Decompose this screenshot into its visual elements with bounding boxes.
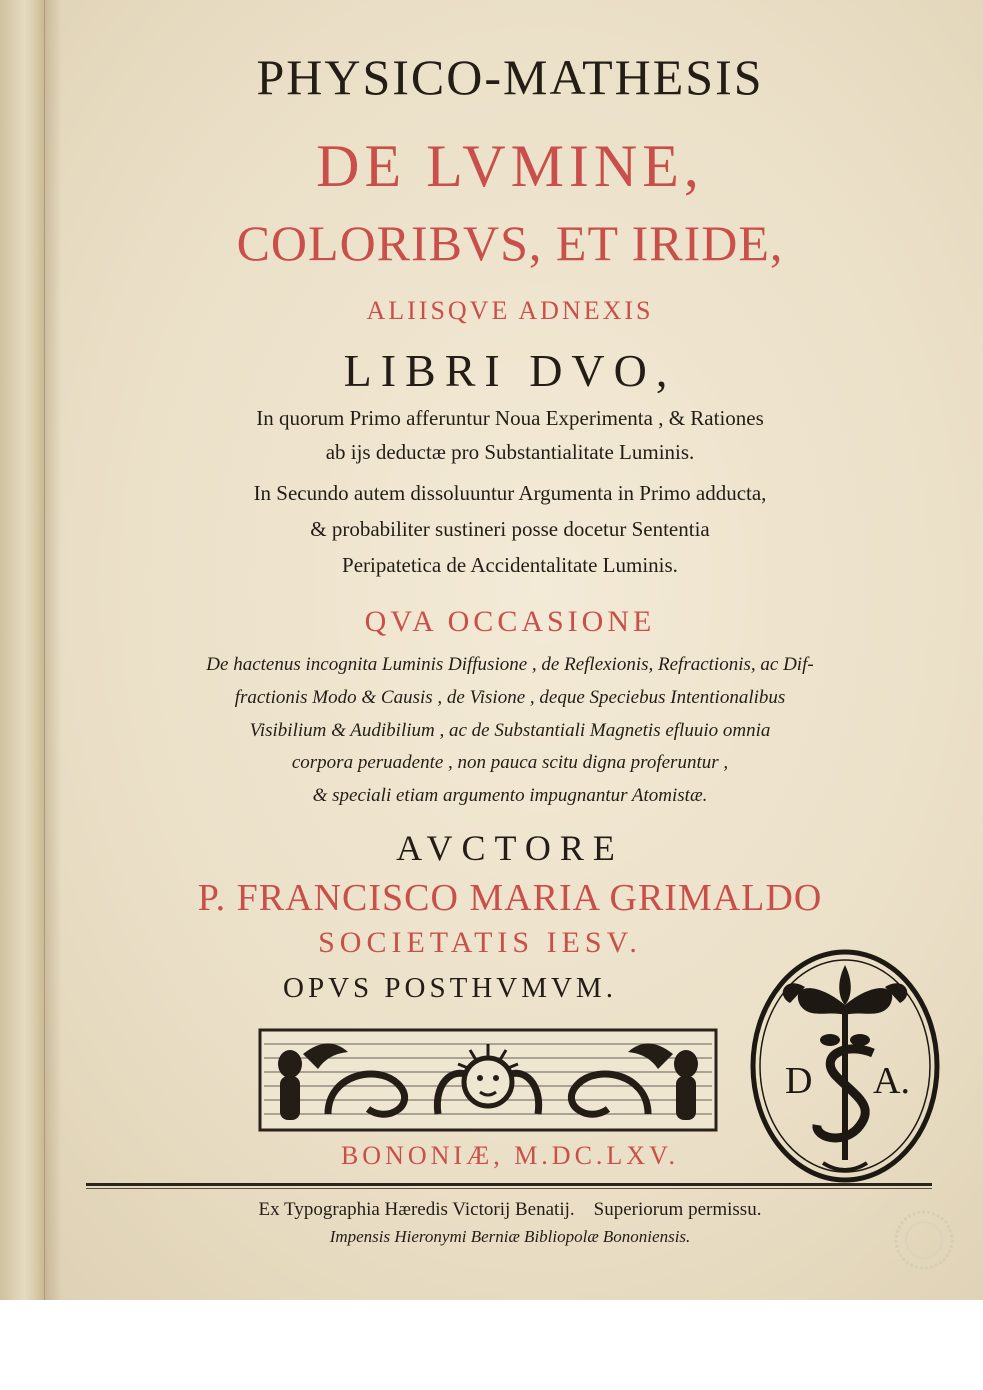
description-secundo-line-3: Peripatetica de Accidentalitate Luminis. xyxy=(342,553,678,577)
author-name: P. FRANCISCO MARIA GRIMALDO xyxy=(197,877,823,919)
woodcut-ornament xyxy=(258,1024,718,1136)
occasione-line-2: fractionis Modo & Causis , de Visione , deque Speciebus Intentionalibus xyxy=(234,687,786,708)
book-spine xyxy=(0,0,45,1300)
title-line-1: PHYSICO-MATHESIS xyxy=(256,49,764,105)
author-society: SOCIETATIS IESV. xyxy=(318,926,642,959)
description-primo-line-2: ab ijs deductæ pro Substantialitate Luminis. xyxy=(325,440,695,464)
occasione-line-4: corpora peruadente , non pauca scitu digna proferuntur , xyxy=(291,752,729,773)
description-secundo-line-2: & probabiliter sustineri posse docetur Sententia xyxy=(310,517,710,541)
imprint-rule xyxy=(86,1183,932,1186)
occasione-line-3: Visibilium & Audibilium , ac de Substantiali Magnetis efluuio omnia xyxy=(249,720,771,741)
imprint-printer: Ex Typographia Hæredis Victorij Benatij. Superiorum permissu. xyxy=(258,1199,762,1220)
occasione-line-1: De hactenus incognita Luminis Diffusione , de Reflexionis, Refractionis, ac Dif- xyxy=(206,654,814,675)
opus-posthumum: OPVS POSTHVMVM. xyxy=(283,972,617,1004)
library-stamp xyxy=(890,1206,958,1274)
description-secundo-line-1: In Secundo autem dissoluuntur Argumenta in Primo adducta, xyxy=(253,481,767,505)
title-line-4: ALIISQVE ADNEXIS xyxy=(366,296,654,325)
description-primo-line-1: In quorum Primo afferuntur Noua Experimenta , & Rationes xyxy=(256,406,764,430)
title-line-3: COLORIBVS, ET IRIDE, xyxy=(236,215,784,271)
imprint-publisher: Impensis Hieronymi Berniæ Bibliopolæ Bononiensis. xyxy=(329,1227,691,1246)
title-line-5: LIBRI DVO, xyxy=(343,345,677,396)
occasione-line-5: & speciali etiam argumento impugnantur Atomistæ. xyxy=(312,785,708,806)
title-line-2: DE LVMINE, xyxy=(316,133,704,199)
imprint-place-date: BONONIÆ, M.DC.LXV. xyxy=(340,1141,680,1170)
occasione-heading: QVA OCCASIONE xyxy=(364,605,656,638)
imprint-rule-thin xyxy=(86,1188,932,1189)
page-fold-shadow xyxy=(44,0,62,1300)
author-label: AVCTORE xyxy=(396,828,624,868)
stamp-letter-left: D xyxy=(785,1060,813,1102)
stamp-letter-right: A. xyxy=(873,1060,910,1102)
